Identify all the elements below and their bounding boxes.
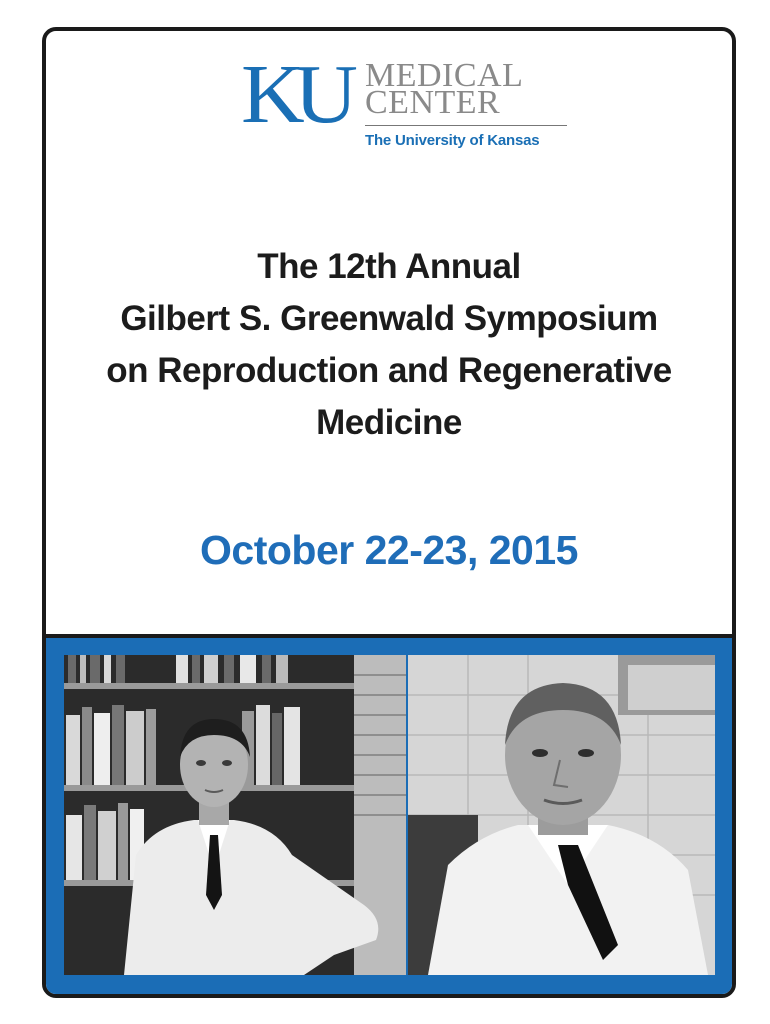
logo-line-center: CENTER [365,84,501,121]
portrait-photo-right [408,655,715,975]
symposium-title [46,241,732,449]
event-date: October 22-23, 2015 [200,527,578,573]
title-line: Medicine [316,403,462,442]
title-line: Gilbert S. Greenwald Symposium [120,299,658,338]
ku-medical-center-logo [241,48,571,154]
title-line: The 12th Annual [257,247,521,286]
title-line: on Reproduction and Regenerative [106,351,672,390]
logo-mark: KU [241,48,348,141]
portrait-photo-left [64,655,406,975]
photo-band [46,634,732,994]
logo-subtitle: The University of Kansas [365,132,540,149]
portrait-left-image [64,655,406,975]
logo-line-medical: MEDICAL [365,57,524,94]
logo-divider [365,125,567,126]
portrait-right-image [408,655,715,975]
brochure-cover [42,27,736,998]
